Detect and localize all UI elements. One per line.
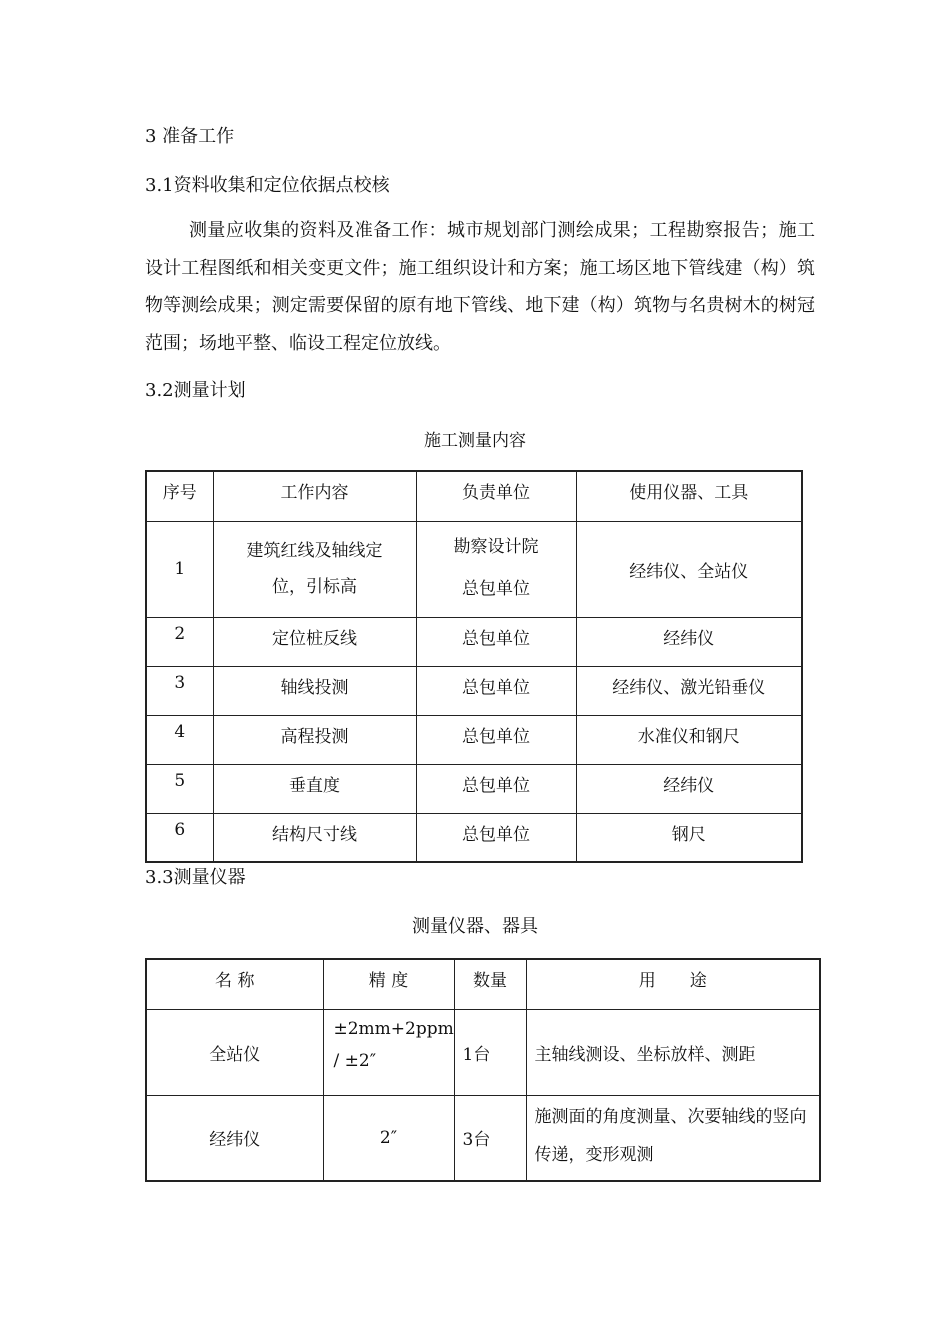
precision-line: / ±2″ (333, 1050, 377, 1071)
row-number: 1 (146, 521, 213, 617)
work-content-cell: 高程投测 (213, 715, 416, 764)
body-paragraph: 测量应收集的资料及准备工作：城市规划部门测绘成果；工程勘察报告；施工设计工程图纸和相关变更文件；施工组织设计和方案；施工场区地下管线建（构）筑物等测绘成果；测定需要保留的原有地下管线、地下建（构）筑物与名贵树木的树冠范围；场地平整、临设工程定位放线。 (145, 220, 815, 354)
table-header-row (146, 959, 820, 1009)
survey-plan-table (145, 470, 803, 863)
instrument-name-cell: 经纬仪 (146, 1095, 323, 1181)
usage-cell: 主轴线测设、坐标放样、测距 (526, 1009, 820, 1095)
work-content-line: 位，引标高 (272, 577, 357, 597)
table-row (146, 764, 802, 813)
instrument-cell: 经纬仪、全站仪 (576, 521, 802, 617)
header-cell: 数量 (454, 959, 526, 1009)
row-number: 2 (146, 617, 213, 666)
header-cell: 工作内容 (213, 471, 416, 521)
section-heading-3: 3 准备工作 (145, 126, 235, 147)
usage-cell: 施测面的角度测量、次要轴线的竖向传递，变形观测 (526, 1095, 820, 1181)
work-content-cell (213, 521, 416, 617)
instrument-cell: 经纬仪 (576, 617, 802, 666)
table-row (146, 715, 802, 764)
instrument-table (145, 958, 821, 1182)
responsible-unit-cell (416, 521, 576, 617)
instrument-cell: 经纬仪、激光铅垂仪 (576, 666, 802, 715)
section-heading-3-3: 3.3测量仪器 (145, 867, 246, 888)
work-content-cell: 结构尺寸线 (213, 813, 416, 862)
precision-cell (323, 1009, 454, 1095)
header-cell: 使用仪器、工具 (576, 471, 802, 521)
row-number: 5 (146, 764, 213, 813)
row-number: 6 (146, 813, 213, 862)
instrument-cell: 经纬仪 (576, 764, 802, 813)
section-heading-3-2: 3.2测量计划 (145, 380, 246, 401)
responsible-unit-cell: 总包单位 (416, 813, 576, 862)
quantity-cell: 1台 (454, 1009, 526, 1095)
table-row (146, 521, 802, 617)
header-cell: 序号 (146, 471, 213, 521)
work-content-cell: 轴线投测 (213, 666, 416, 715)
precision-cell: 2″ (323, 1095, 454, 1181)
table-row (146, 617, 802, 666)
table-row (146, 666, 802, 715)
work-content-line: 建筑红线及轴线定 (246, 541, 383, 561)
responsible-unit-line: 总包单位 (462, 578, 530, 599)
responsible-unit-cell: 总包单位 (416, 666, 576, 715)
responsible-unit-cell: 总包单位 (416, 764, 576, 813)
table-row (146, 1095, 820, 1181)
responsible-unit-cell: 总包单位 (416, 715, 576, 764)
table-row (146, 813, 802, 862)
work-content-cell: 定位桩反线 (213, 617, 416, 666)
row-number: 4 (146, 715, 213, 764)
instrument-cell: 钢尺 (576, 813, 802, 862)
instrument-cell: 水准仪和钢尺 (576, 715, 802, 764)
instrument-name-cell: 全站仪 (146, 1009, 323, 1095)
header-cell: 负责单位 (416, 471, 576, 521)
row-number: 3 (146, 666, 213, 715)
quantity-cell: 3台 (454, 1095, 526, 1181)
responsible-unit-cell: 总包单位 (416, 617, 576, 666)
header-cell: 名 称 (146, 959, 323, 1009)
table-row (146, 1009, 820, 1095)
work-content-cell: 垂直度 (213, 764, 416, 813)
responsible-unit-line: 勘察设计院 (453, 536, 539, 557)
header-cell: 用 途 (526, 959, 820, 1009)
precision-line: ±2mm+2ppm (333, 1018, 454, 1039)
section-heading-3-1: 3.1资料收集和定位依据点校核 (145, 175, 390, 196)
header-cell: 精 度 (323, 959, 454, 1009)
table-header-row (146, 471, 802, 521)
table2-caption: 测量仪器、器具 (412, 916, 538, 937)
table1-caption: 施工测量内容 (424, 431, 526, 451)
